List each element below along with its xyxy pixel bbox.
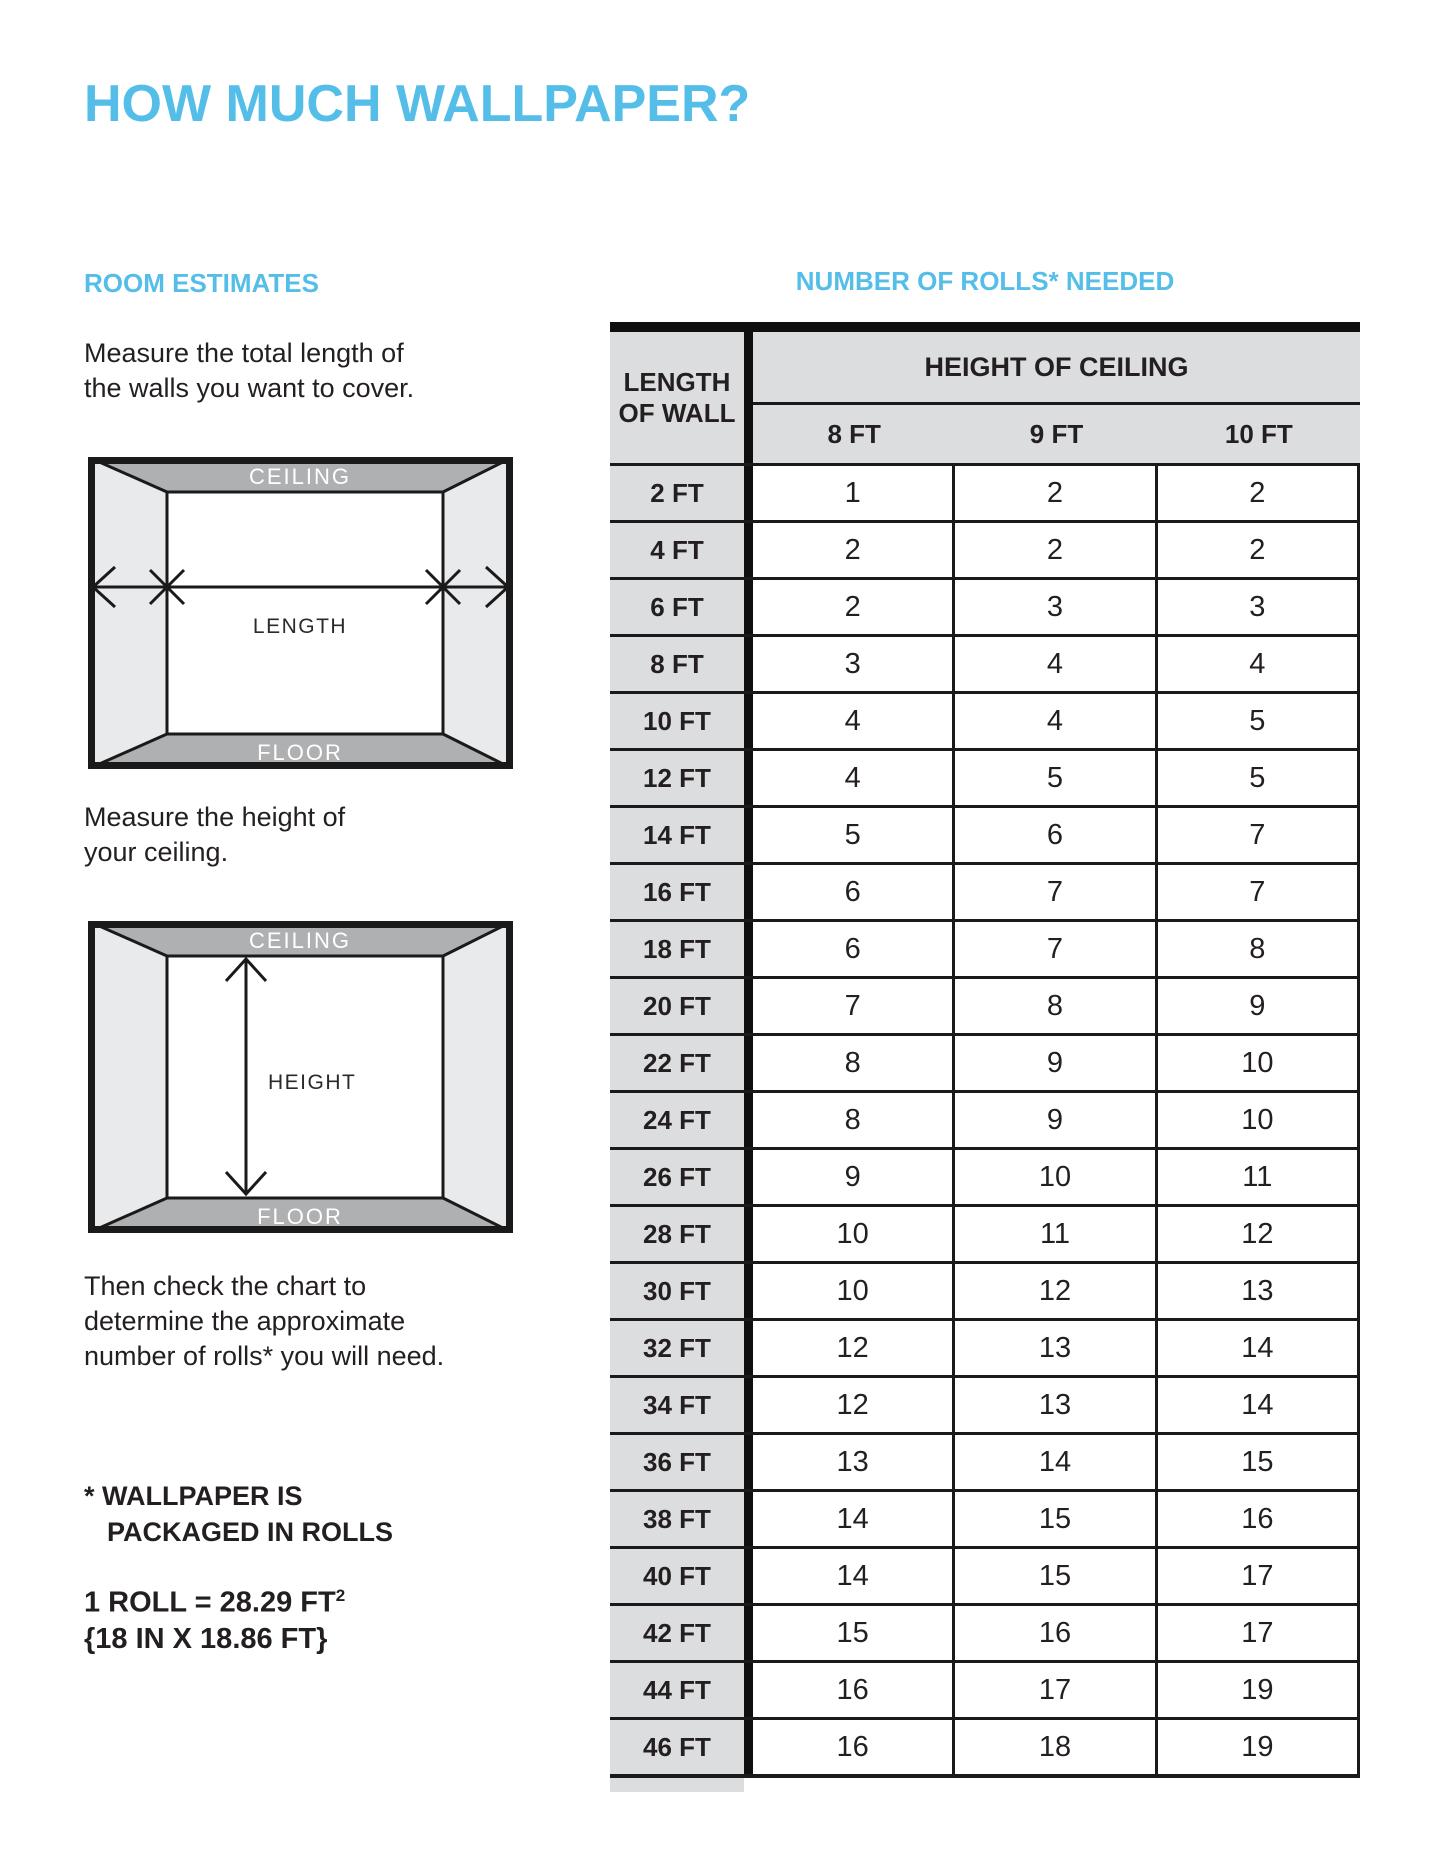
instruction-height-line2: your ceiling. (84, 837, 229, 867)
table-row (610, 1375, 1357, 1432)
roll-size-info (84, 1578, 345, 1657)
roll-count-cell: 11 (1155, 1150, 1357, 1204)
roll-count-cell: 12 (1155, 1207, 1357, 1261)
table-row (610, 976, 1357, 1033)
rolls-footnote-line1: * WALLPAPER IS (84, 1481, 303, 1511)
table-row (610, 1033, 1357, 1090)
table-row (610, 1546, 1357, 1603)
table-row (610, 919, 1357, 976)
roll-count-cell: 16 (1155, 1492, 1357, 1546)
floor-label: FLOOR (257, 740, 343, 765)
roll-count-cell: 19 (1155, 1663, 1357, 1717)
table-row (610, 634, 1357, 691)
right-wall-panel (443, 921, 513, 1233)
column-header-9ft: 9 FT (1029, 418, 1084, 449)
instruction-height-line1: Measure the height of (84, 802, 346, 832)
wall-length-label: 22 FT (610, 1036, 744, 1090)
table-row (610, 463, 1357, 520)
back-wall-panel (167, 492, 443, 734)
table-row (610, 1489, 1357, 1546)
roll-count-cell: 16 (952, 1606, 1154, 1660)
rolls-footnote (84, 1478, 393, 1550)
roll-count-cell: 3 (744, 637, 952, 691)
length-of-wall-header (610, 332, 744, 463)
ceiling-label: CEILING (248, 928, 352, 953)
table-row (610, 1660, 1357, 1717)
wall-length-label: 36 FT (610, 1435, 744, 1489)
roll-count-cell: 13 (952, 1378, 1154, 1432)
table-row (610, 1318, 1357, 1375)
roll-equation (84, 1578, 345, 1621)
table-row (610, 1090, 1357, 1147)
roll-count-cell: 5 (1155, 694, 1357, 748)
roll-count-cell: 16 (744, 1663, 952, 1717)
roll-count-cell: 10 (952, 1150, 1154, 1204)
length-of-wall-line2: OF WALL (618, 397, 736, 428)
height-diagram (88, 921, 513, 1233)
height-of-ceiling-group (744, 332, 1360, 463)
roll-count-cell: 13 (952, 1321, 1154, 1375)
wall-length-label: 8 FT (610, 637, 744, 691)
roll-count-cell: 15 (1155, 1435, 1357, 1489)
roll-count-cell: 10 (744, 1207, 952, 1261)
table-row (610, 862, 1357, 919)
roll-count-cell: 14 (744, 1549, 952, 1603)
roll-count-cell: 4 (744, 694, 952, 748)
table-row (610, 1261, 1357, 1318)
wall-length-label: 2 FT (610, 466, 744, 520)
table-gray-tail (610, 1778, 744, 1792)
rolls-footnote-line2: PACKAGED IN ROLLS (107, 1517, 394, 1547)
left-wall-panel (88, 457, 167, 769)
roll-count-cell: 3 (952, 580, 1154, 634)
roll-count-cell: 15 (952, 1492, 1154, 1546)
roll-count-cell: 12 (952, 1264, 1154, 1318)
instruction-chart-line2: determine the approximate (84, 1306, 406, 1336)
roll-count-cell: 5 (1155, 751, 1357, 805)
roll-count-cell: 17 (952, 1663, 1154, 1717)
roll-count-cell: 11 (952, 1207, 1154, 1261)
wall-length-label: 14 FT (610, 808, 744, 862)
table-body (610, 463, 1360, 1778)
wall-length-label: 4 FT (610, 523, 744, 577)
roll-count-cell: 4 (744, 751, 952, 805)
roll-count-cell: 6 (744, 865, 952, 919)
wall-length-label: 16 FT (610, 865, 744, 919)
roll-count-cell: 15 (952, 1549, 1154, 1603)
roll-equation-sup: 2 (335, 1586, 346, 1605)
ceiling-height-columns (753, 402, 1360, 463)
wall-length-label: 20 FT (610, 979, 744, 1033)
instruction-chart (84, 1269, 444, 1374)
table-row (610, 1717, 1357, 1774)
roll-count-cell: 10 (1155, 1036, 1357, 1090)
roll-count-cell: 7 (1155, 808, 1357, 862)
roll-count-cell: 15 (744, 1606, 952, 1660)
roll-count-cell: 9 (1155, 979, 1357, 1033)
roll-count-cell: 16 (744, 1720, 952, 1774)
table-header (610, 332, 1360, 463)
length-diagram (88, 457, 513, 769)
roll-count-cell: 2 (744, 523, 952, 577)
roll-count-cell: 9 (952, 1093, 1154, 1147)
roll-count-cell: 14 (1155, 1378, 1357, 1432)
roll-count-cell: 2 (952, 466, 1154, 520)
table-row (610, 748, 1357, 805)
roll-count-cell: 4 (952, 694, 1154, 748)
wall-length-label: 46 FT (610, 1720, 744, 1774)
roll-count-cell: 8 (744, 1093, 952, 1147)
roll-count-cell: 17 (1155, 1606, 1357, 1660)
roll-count-cell: 7 (1155, 865, 1357, 919)
wall-length-label: 28 FT (610, 1207, 744, 1261)
roll-count-cell: 14 (952, 1435, 1154, 1489)
roll-count-cell: 10 (1155, 1093, 1357, 1147)
roll-count-cell: 18 (952, 1720, 1154, 1774)
wall-length-label: 32 FT (610, 1321, 744, 1375)
table-row (610, 1204, 1357, 1261)
instruction-length (84, 336, 414, 406)
roll-count-cell: 8 (1155, 922, 1357, 976)
table-top-border (610, 322, 1360, 332)
room-estimates-heading: ROOM ESTIMATES (84, 268, 319, 298)
length-label: LENGTH (252, 615, 348, 638)
roll-count-cell: 5 (744, 808, 952, 862)
table-row (610, 1147, 1357, 1204)
roll-count-cell: 8 (744, 1036, 952, 1090)
instruction-length-line1: Measure the total length of (84, 338, 404, 368)
wall-length-label: 18 FT (610, 922, 744, 976)
roll-count-cell: 2 (744, 580, 952, 634)
roll-count-cell: 13 (1155, 1264, 1357, 1318)
height-label: HEIGHT (268, 1071, 357, 1094)
instruction-height (84, 800, 345, 870)
height-of-ceiling-header: HEIGHT OF CEILING (924, 351, 1189, 382)
roll-count-cell: 17 (1155, 1549, 1357, 1603)
right-wall-panel (443, 457, 513, 769)
column-header-8ft: 8 FT (827, 418, 881, 449)
rolls-table (610, 322, 1360, 1792)
roll-count-cell: 2 (952, 523, 1154, 577)
roll-count-cell: 14 (744, 1492, 952, 1546)
roll-count-cell: 14 (1155, 1321, 1357, 1375)
roll-count-cell: 2 (1155, 523, 1357, 577)
wall-length-label: 42 FT (610, 1606, 744, 1660)
wall-length-label: 12 FT (610, 751, 744, 805)
table-row (610, 805, 1357, 862)
wall-length-label: 40 FT (610, 1549, 744, 1603)
table-row (610, 1603, 1357, 1660)
roll-count-cell: 7 (952, 865, 1154, 919)
ceiling-label: CEILING (248, 464, 352, 489)
roll-count-cell: 10 (744, 1264, 952, 1318)
roll-count-cell: 9 (744, 1150, 952, 1204)
instruction-chart-line3: number of rolls* you will need. (84, 1341, 445, 1371)
roll-count-cell: 2 (1155, 466, 1357, 520)
roll-count-cell: 6 (952, 808, 1154, 862)
wall-length-label: 26 FT (610, 1150, 744, 1204)
roll-count-cell: 12 (744, 1378, 952, 1432)
length-of-wall-line1: LENGTH (623, 366, 731, 397)
wall-length-label: 38 FT (610, 1492, 744, 1546)
instruction-length-line2: the walls you want to cover. (84, 373, 415, 403)
left-wall-panel (88, 921, 167, 1233)
roll-count-cell: 7 (952, 922, 1154, 976)
roll-count-cell: 9 (952, 1036, 1154, 1090)
roll-count-cell: 6 (744, 922, 952, 976)
table-row (610, 691, 1357, 748)
roll-count-cell: 4 (1155, 637, 1357, 691)
roll-count-cell: 7 (744, 979, 952, 1033)
table-row (610, 577, 1357, 634)
page-title: HOW MUCH WALLPAPER? (84, 75, 751, 133)
roll-dimensions: {18 IN X 18.86 FT} (84, 1622, 328, 1655)
wall-length-label: 34 FT (610, 1378, 744, 1432)
rolls-needed-heading: NUMBER OF ROLLS* NEEDED (795, 266, 1175, 296)
wall-length-label: 10 FT (610, 694, 744, 748)
table-row (610, 520, 1357, 577)
roll-count-cell: 1 (744, 466, 952, 520)
roll-count-cell: 12 (744, 1321, 952, 1375)
column-header-10ft: 10 FT (1224, 418, 1293, 449)
wall-length-label: 6 FT (610, 580, 744, 634)
instruction-chart-line1: Then check the chart to (84, 1271, 367, 1301)
floor-label: FLOOR (257, 1204, 343, 1229)
roll-count-cell: 8 (952, 979, 1154, 1033)
roll-count-cell: 13 (744, 1435, 952, 1489)
roll-count-cell: 19 (1155, 1720, 1357, 1774)
wall-length-label: 24 FT (610, 1093, 744, 1147)
table-row (610, 1432, 1357, 1489)
roll-count-cell: 3 (1155, 580, 1357, 634)
roll-equation-text: 1 ROLL = 28.29 FT (84, 1586, 336, 1619)
wall-length-label: 44 FT (610, 1663, 744, 1717)
roll-count-cell: 5 (952, 751, 1154, 805)
roll-count-cell: 4 (952, 637, 1154, 691)
wall-length-label: 30 FT (610, 1264, 744, 1318)
